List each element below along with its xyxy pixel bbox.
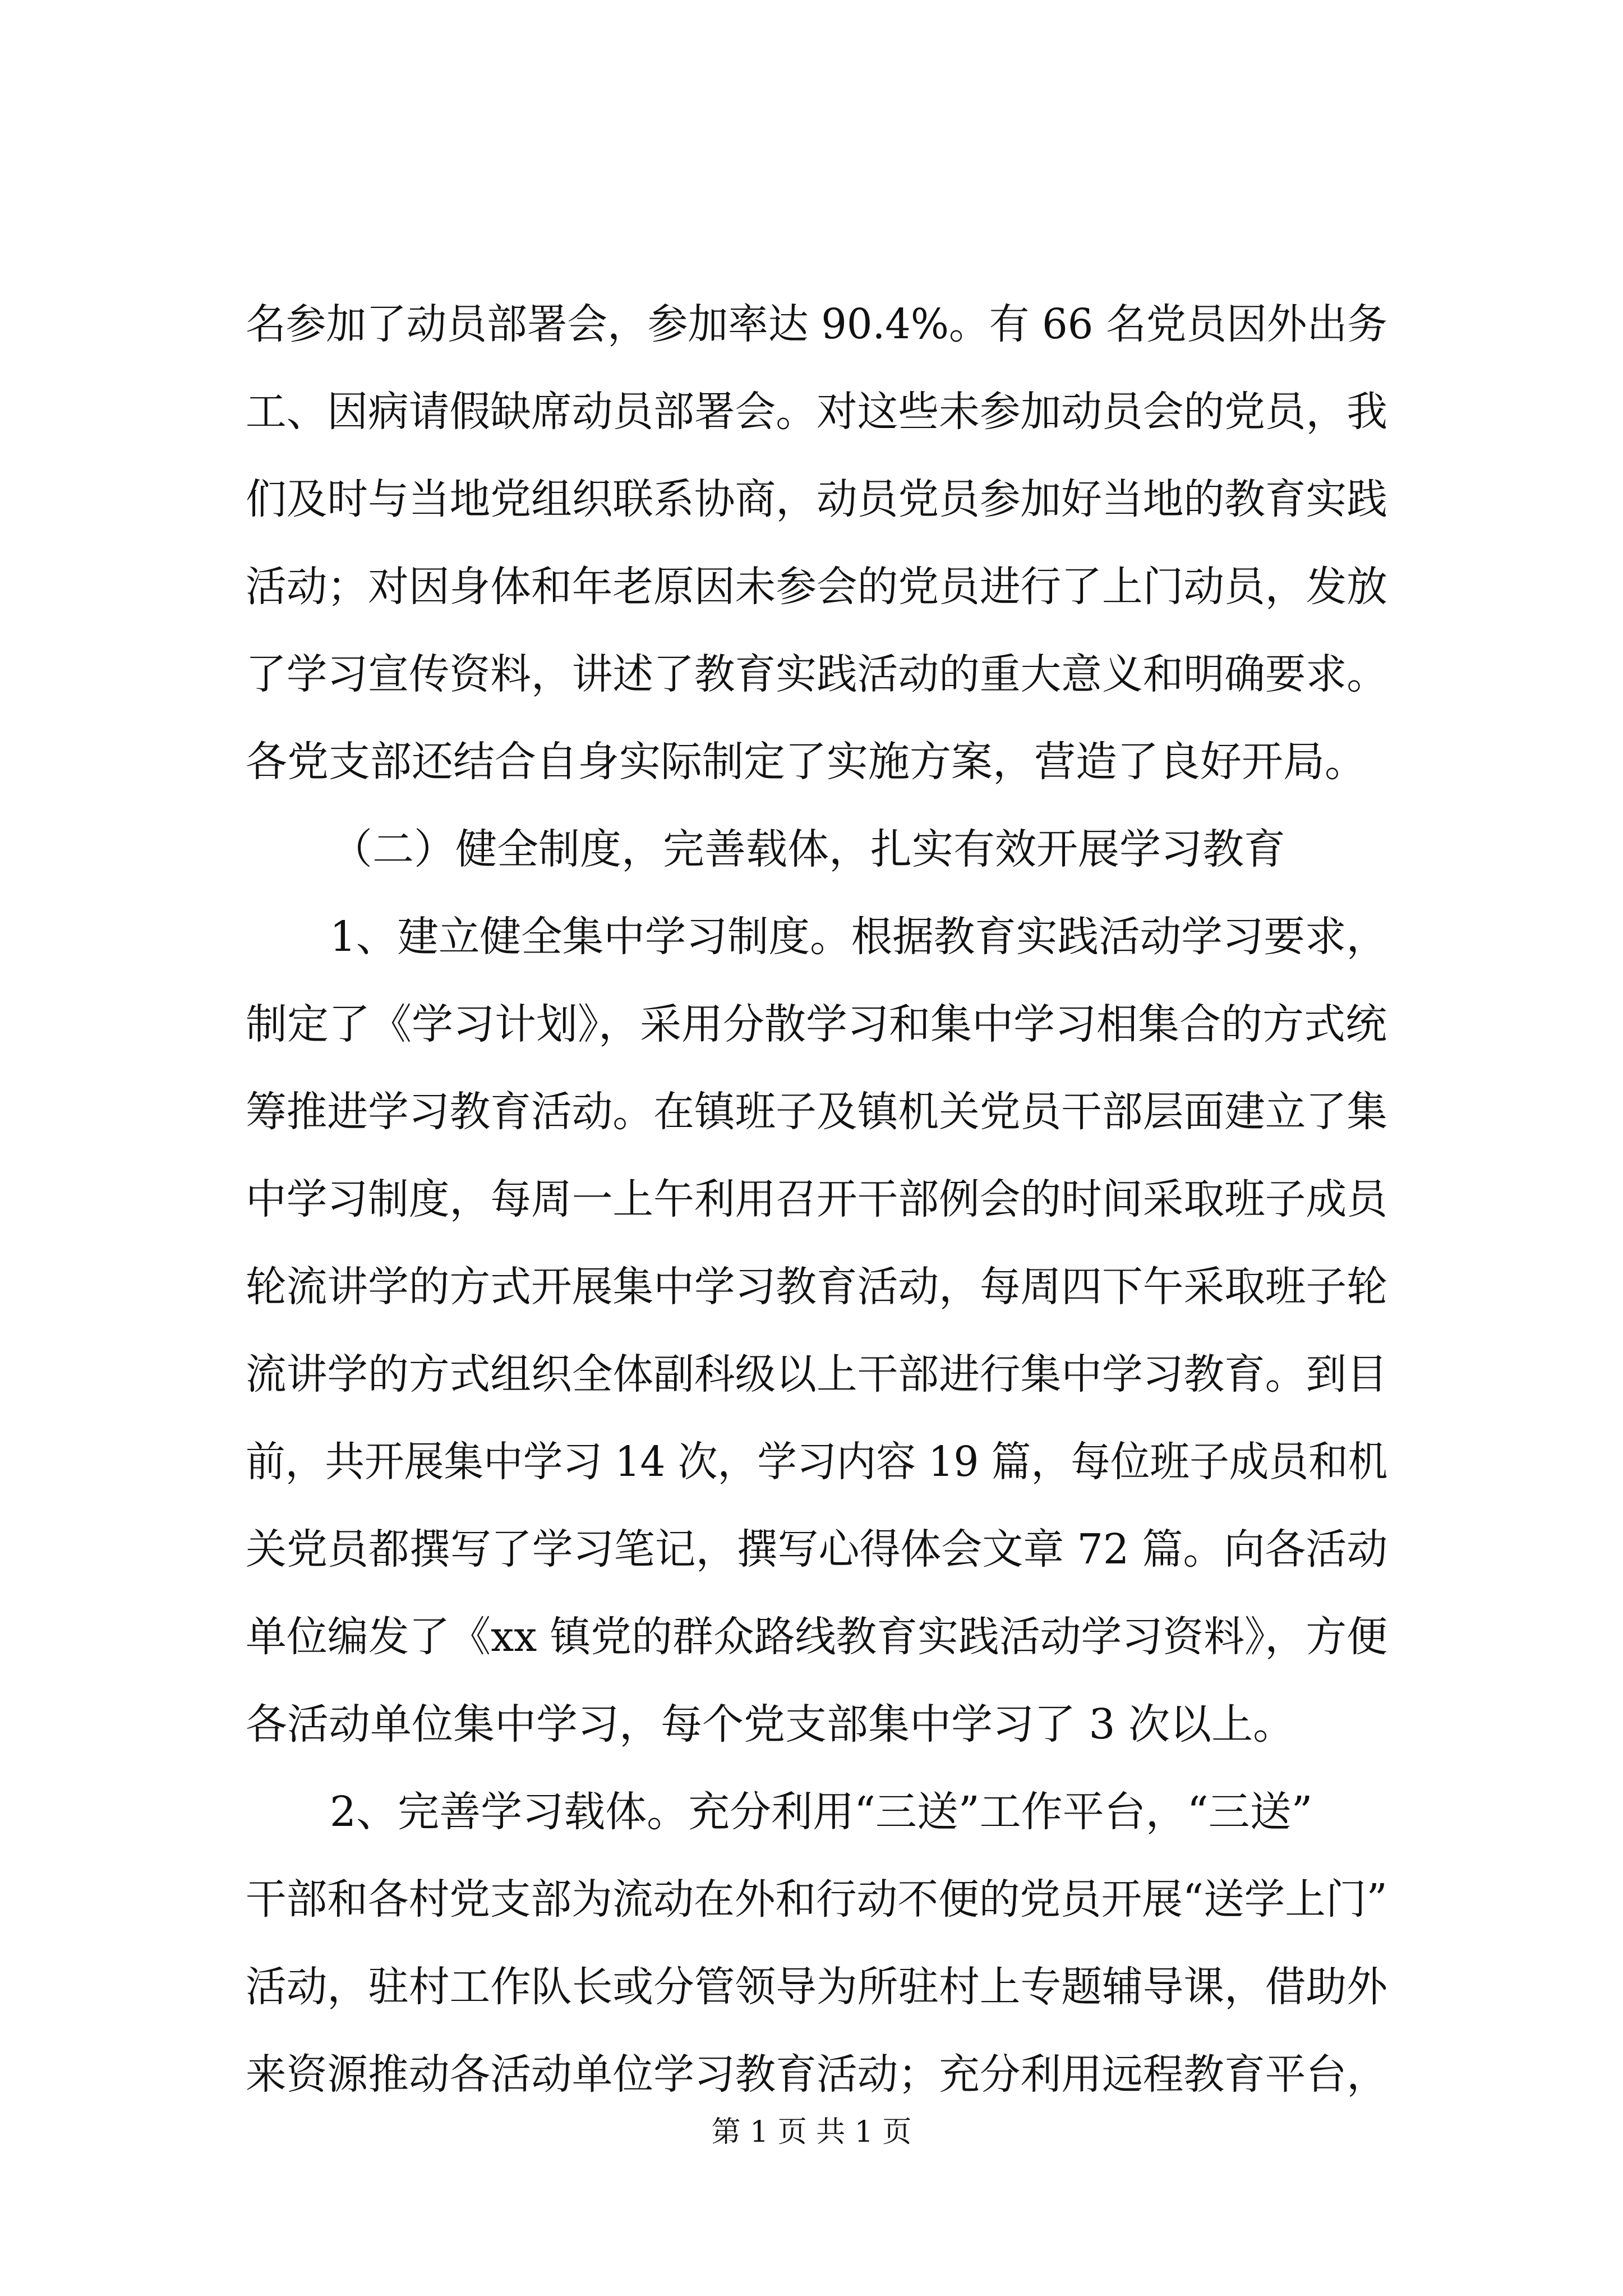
text-line: 制定了《学习计划》，采用分散学习和集中学习相集合的方式统 [246,1000,1387,1048]
text-line: 们及时与当地党组织联系协商，动员党员参加好当地的教育实践 [246,475,1387,523]
paragraph-first-line: 2、完善学习载体。充分利用“三送”工作平台，“三送” [330,1788,1313,1836]
paragraph-first-line: 1、建立健全集中学习制度。根据教育实践活动学习要求， [330,913,1388,961]
text-line: 前，共开展集中学习 14 次，学习内容 19 篇，每位班子成员和机 [246,1438,1388,1486]
text-line: 了学习宣传资料，讲述了教育实践活动的重大意义和明确要求。 [246,650,1387,698]
text-line: 各党支部还结合自身实际制定了实施方案，营造了良好开局。 [246,738,1366,786]
text-line: 各活动单位集中学习，每个党支部集中学习了 3 次以上。 [246,1700,1295,1749]
text-line: 轮流讲学的方式开展集中学习教育活动，每周四下午采取班子轮 [246,1263,1387,1311]
text-line: 活动，驻村工作队长或分管领导为所驻村上专题辅导课，借助外 [246,1963,1387,2011]
text-line: 单位编发了《xx 镇党的群众路线教育实践活动学习资料》，方便 [246,1613,1387,1661]
section-heading: （二）健全制度，完善载体，扎实有效开展学习教育 [331,825,1285,873]
text-line: 关党员都撰写了学习笔记，撰写心得体会文章 72 篇。向各活动 [246,1525,1388,1573]
text-line: 名参加了动员部署会，参加率达 90.4%。有 66 名党员因外出务 [246,300,1387,348]
page-footer: 第 1 页 共 1 页 [711,2115,912,2149]
text-line: 来资源推动各活动单位学习教育活动；充分利用远程教育平台， [246,2050,1387,2099]
text-line: 工、因病请假缺席动员部署会。对这些未参加动员会的党员，我 [246,388,1387,436]
text-line: 中学习制度，每周一上午利用召开干部例会的时间采取班子成员 [246,1175,1387,1223]
text-line: 活动；对因身体和年老原因未参会的党员进行了上门动员，发放 [246,563,1387,611]
text-line: 流讲学的方式组织全体副科级以上干部进行集中学习教育。到目 [246,1350,1387,1398]
text-line: 干部和各村党支部为流动在外和行动不便的党员开展“送学上门” [246,1875,1387,1924]
text-line: 筹推进学习教育活动。在镇班子及镇机关党员干部层面建立了集 [246,1088,1387,1136]
